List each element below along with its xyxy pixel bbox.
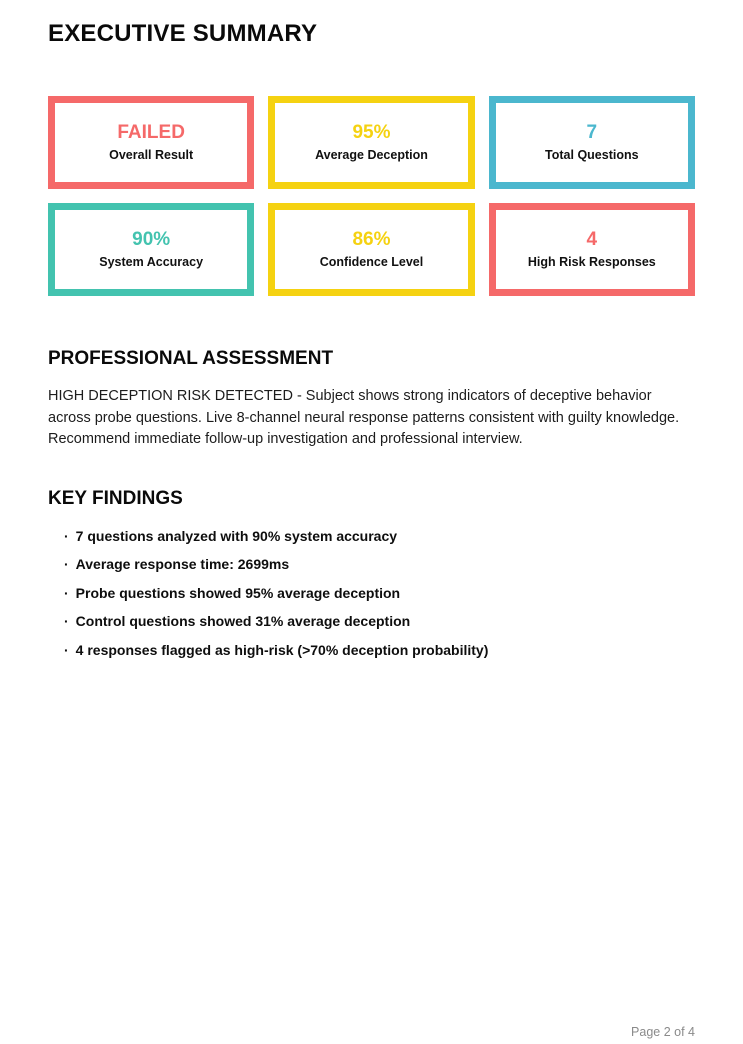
stat-label-confidence-level: Confidence Level bbox=[319, 255, 424, 270]
stat-label-overall-result: Overall Result bbox=[109, 148, 194, 163]
key-findings-heading: KEY FINDINGS bbox=[48, 487, 183, 509]
key-finding-item bbox=[64, 586, 695, 600]
stat-value-total-questions: 7 bbox=[586, 122, 598, 144]
stat-card-system-accuracy bbox=[48, 203, 254, 296]
stat-card-total-questions bbox=[489, 96, 695, 189]
professional-assessment-section bbox=[48, 348, 695, 451]
report-page bbox=[0, 20, 743, 657]
stat-value-confidence-level: 86% bbox=[352, 229, 391, 251]
key-finding-text: Average response time: 2699ms bbox=[75, 556, 290, 572]
stat-label-system-accuracy: System Accuracy bbox=[99, 255, 204, 270]
key-finding-text: 4 responses flagged as high-risk (>70% deception probability) bbox=[75, 641, 489, 658]
stat-value-overall-result: FAILED bbox=[117, 122, 185, 144]
stat-card-high-risk-responses bbox=[489, 203, 695, 296]
stat-value-high-risk-responses: 4 bbox=[586, 229, 598, 251]
bullet-dot: · bbox=[64, 641, 69, 658]
bullet-dot: · bbox=[64, 613, 69, 629]
key-finding-item bbox=[64, 614, 695, 628]
key-findings-section bbox=[48, 488, 695, 657]
key-findings-list bbox=[48, 529, 695, 657]
professional-assessment-heading: PROFESSIONAL ASSESSMENT bbox=[48, 348, 334, 369]
page-title: EXECUTIVE SUMMARY bbox=[48, 20, 318, 47]
professional-assessment-text: HIGH DECEPTION RISK DETECTED - Subject shows strong indicators of deceptive behavior across probe questions. Live 8-channel neural response patterns consistent with guilty knowledge. Recommend immediate follow-up investigation and professional interview. bbox=[48, 388, 680, 447]
key-finding-item bbox=[64, 529, 695, 543]
key-finding-text: Control questions showed 31% average deception bbox=[75, 613, 411, 629]
key-finding-text: Probe questions showed 95% average deception bbox=[75, 584, 401, 601]
stat-label-high-risk-responses: High Risk Responses bbox=[527, 255, 656, 270]
stat-value-average-deception: 95% bbox=[352, 122, 391, 144]
bullet-dot: · bbox=[64, 556, 69, 572]
stat-card-confidence-level bbox=[268, 203, 474, 296]
stat-label-total-questions: Total Questions bbox=[545, 148, 639, 163]
stat-label-average-deception: Average Deception bbox=[315, 148, 428, 163]
key-finding-text: 7 questions analyzed with 90% system accuracy bbox=[75, 527, 398, 544]
page-number: Page 2 of 4 bbox=[631, 1025, 695, 1039]
bullet-dot: · bbox=[64, 527, 69, 544]
stat-card-grid bbox=[48, 96, 695, 296]
key-finding-item bbox=[64, 557, 695, 571]
bullet-dot: · bbox=[64, 584, 69, 601]
stat-card-average-deception bbox=[268, 96, 474, 189]
stat-card-overall-result bbox=[48, 96, 254, 189]
stat-value-system-accuracy: 90% bbox=[132, 229, 171, 251]
key-finding-item bbox=[64, 643, 695, 657]
